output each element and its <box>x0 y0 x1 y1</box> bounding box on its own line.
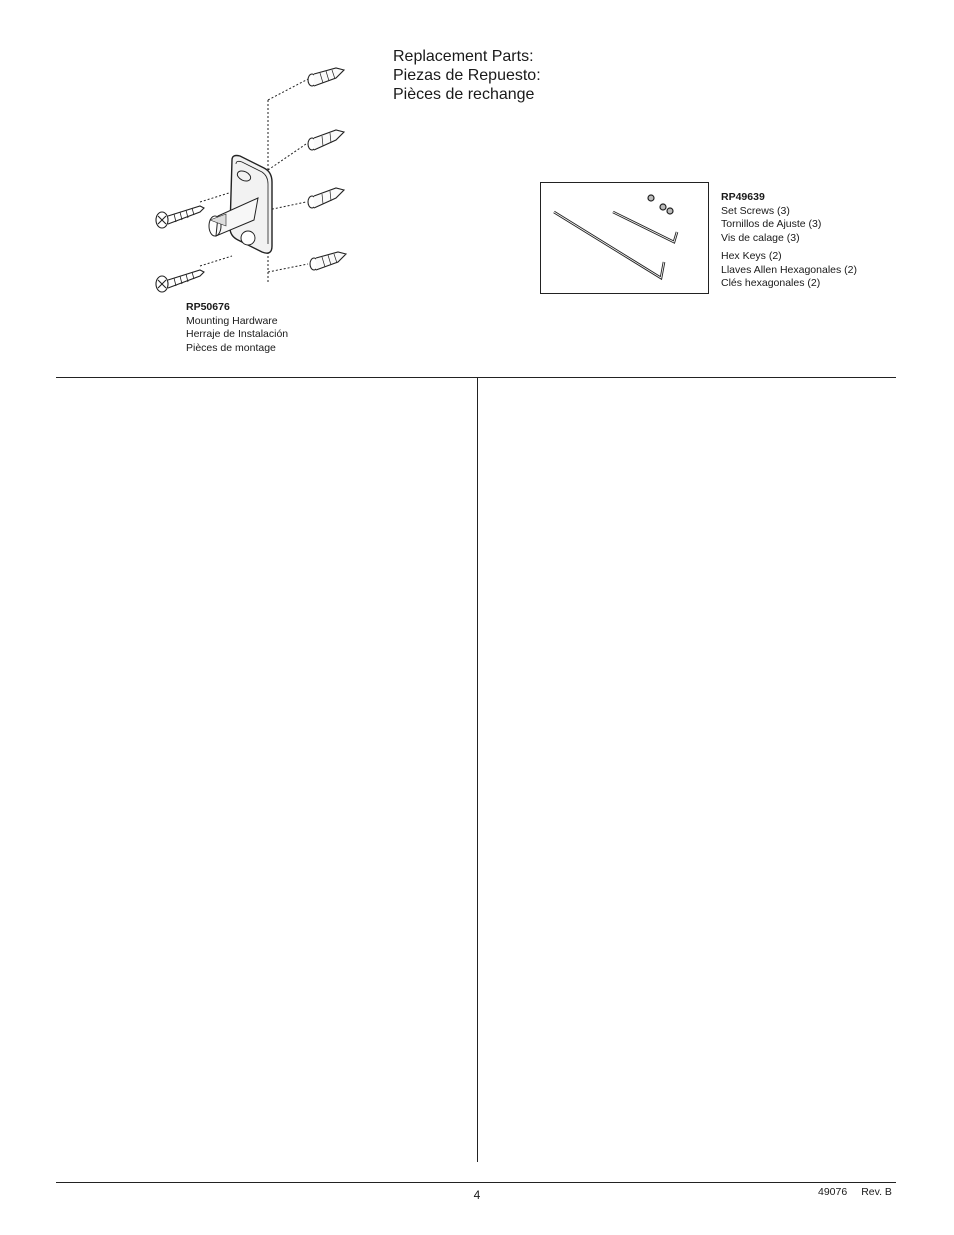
mounting-hardware-illustration <box>140 60 360 300</box>
mounting-hardware-english: Mounting Hardware <box>186 314 278 327</box>
heading-spanish: Piezas de Repuesto: <box>393 67 541 84</box>
section-divider-top <box>56 377 896 378</box>
revision-label: Rev. B <box>861 1186 892 1198</box>
heading-english: Replacement Parts: <box>393 48 534 65</box>
set-screws-hex-keys-caption <box>721 191 857 291</box>
mounting-hardware-french: Pièces de montage <box>186 341 276 354</box>
replacement-parts-heading <box>393 47 541 104</box>
document-revision <box>818 1186 892 1198</box>
set-screws-spanish: Tornillos de Ajuste (3) <box>721 218 822 230</box>
hex-keys-set-screws-illustration <box>540 182 709 294</box>
column-divider <box>477 377 478 1162</box>
mounting-hardware-caption <box>186 301 288 355</box>
hex-keys-french: Clés hexagonales (2) <box>721 277 821 289</box>
page-number: 4 <box>473 1188 481 1202</box>
footer-rule <box>56 1182 896 1183</box>
mounting-hardware-part-number: RP50676 <box>186 301 230 313</box>
mounting-hardware-spanish: Herraje de Instalación <box>186 328 289 340</box>
set-screws-english: Set Screws (3) <box>721 204 790 217</box>
heading-french: Pièces de rechange <box>393 86 535 103</box>
set-screws-kit-part-number: RP49639 <box>721 191 765 203</box>
hex-keys-spanish: Llaves Allen Hexagonales (2) <box>721 263 857 276</box>
document-number: 49076 <box>818 1186 848 1198</box>
hex-keys-english: Hex Keys (2) <box>721 250 782 262</box>
set-screws-french: Vis de calage (3) <box>721 231 800 244</box>
